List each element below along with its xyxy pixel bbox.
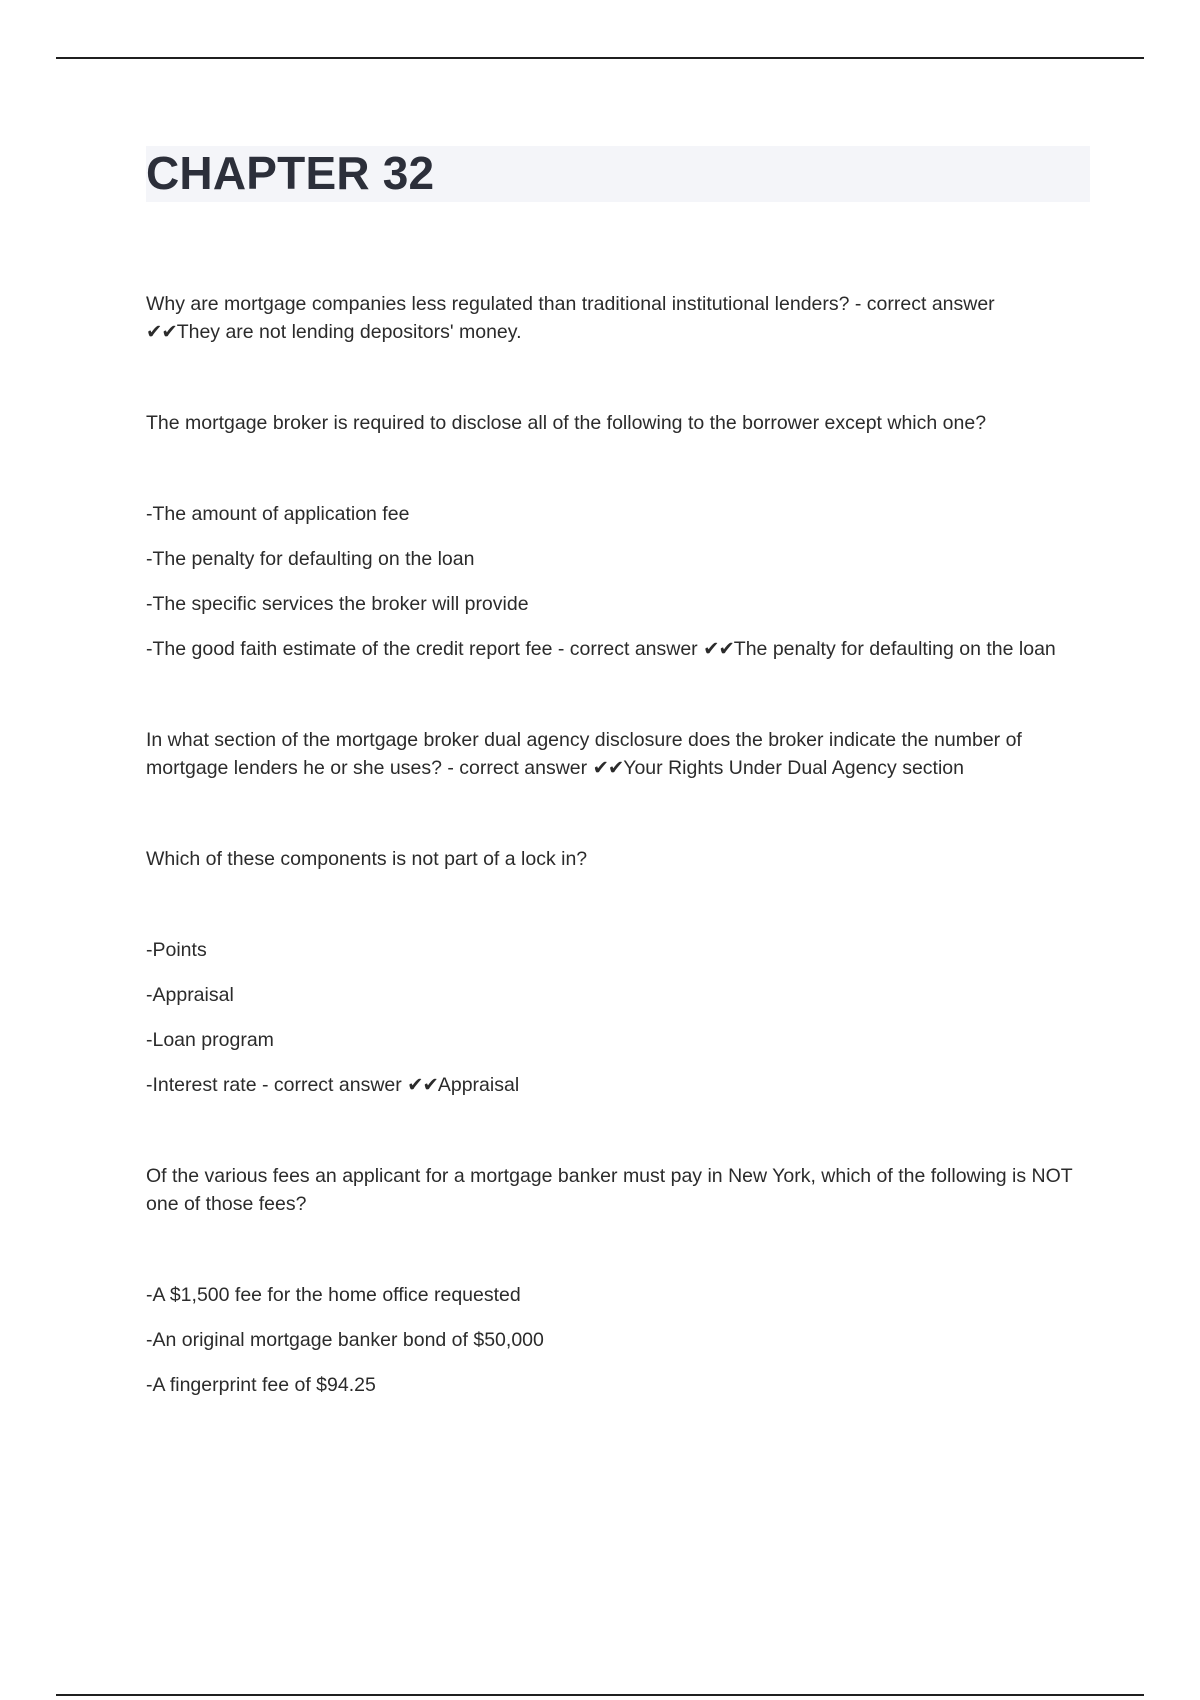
header-rule <box>56 57 1144 59</box>
answer-text: The penalty for defaulting on the loan <box>733 638 1056 660</box>
option-text: -The good faith estimate of the credit report fee - correct answer <box>146 638 698 660</box>
check-icon: ✔✔ <box>592 757 624 779</box>
option: -Loan program <box>146 1029 274 1051</box>
option-text: -Interest rate - correct answer <box>146 1074 402 1096</box>
check-icon: ✔✔ <box>146 321 177 343</box>
chapter-title: CHAPTER 32 <box>146 147 435 199</box>
document-body <box>146 290 1086 1399</box>
option-with-answer <box>146 635 1086 663</box>
check-icon: ✔✔ <box>703 638 734 660</box>
option: -An original mortgage banker bond of $50,000 <box>146 1329 544 1351</box>
answer-text: They are not lending depositors' money. <box>176 321 522 343</box>
question-text: Of the various fees an applicant for a mortgage banker must pay in New York, which of the following is NOT one of those fees? <box>146 1165 1073 1215</box>
question-text: Which of these components is not part of a lock in? <box>146 848 588 870</box>
question-4 <box>146 845 1086 873</box>
question-text: The mortgage broker is required to disclose all of the following to the borrower except which one? <box>146 412 987 434</box>
question-3 <box>146 726 1086 782</box>
question-2 <box>146 409 1086 437</box>
option: -A $1,500 fee for the home office requested <box>146 1284 521 1306</box>
option: -The penalty for defaulting on the loan <box>146 548 475 570</box>
answer-text: Your Rights Under Dual Agency section <box>623 757 964 779</box>
option: -The amount of application fee <box>146 503 410 525</box>
check-icon: ✔✔ <box>407 1074 438 1096</box>
question-text: In what section of the mortgage broker dual agency disclosure does the broker indicate the number of mortgage lenders he or she uses? - correct answer <box>146 729 1022 779</box>
question-1 <box>146 290 1086 346</box>
footer-rule <box>56 1694 1144 1696</box>
option: -Appraisal <box>146 984 234 1006</box>
option: -Points <box>146 939 207 961</box>
question-text: Why are mortgage companies less regulated than traditional institutional lenders? - correct answer <box>146 293 995 315</box>
question-5 <box>146 1162 1086 1218</box>
option: -A fingerprint fee of $94.25 <box>146 1374 376 1396</box>
answer-text: Appraisal <box>437 1074 520 1096</box>
option-with-answer <box>146 1071 1086 1099</box>
option: -The specific services the broker will provide <box>146 593 529 615</box>
